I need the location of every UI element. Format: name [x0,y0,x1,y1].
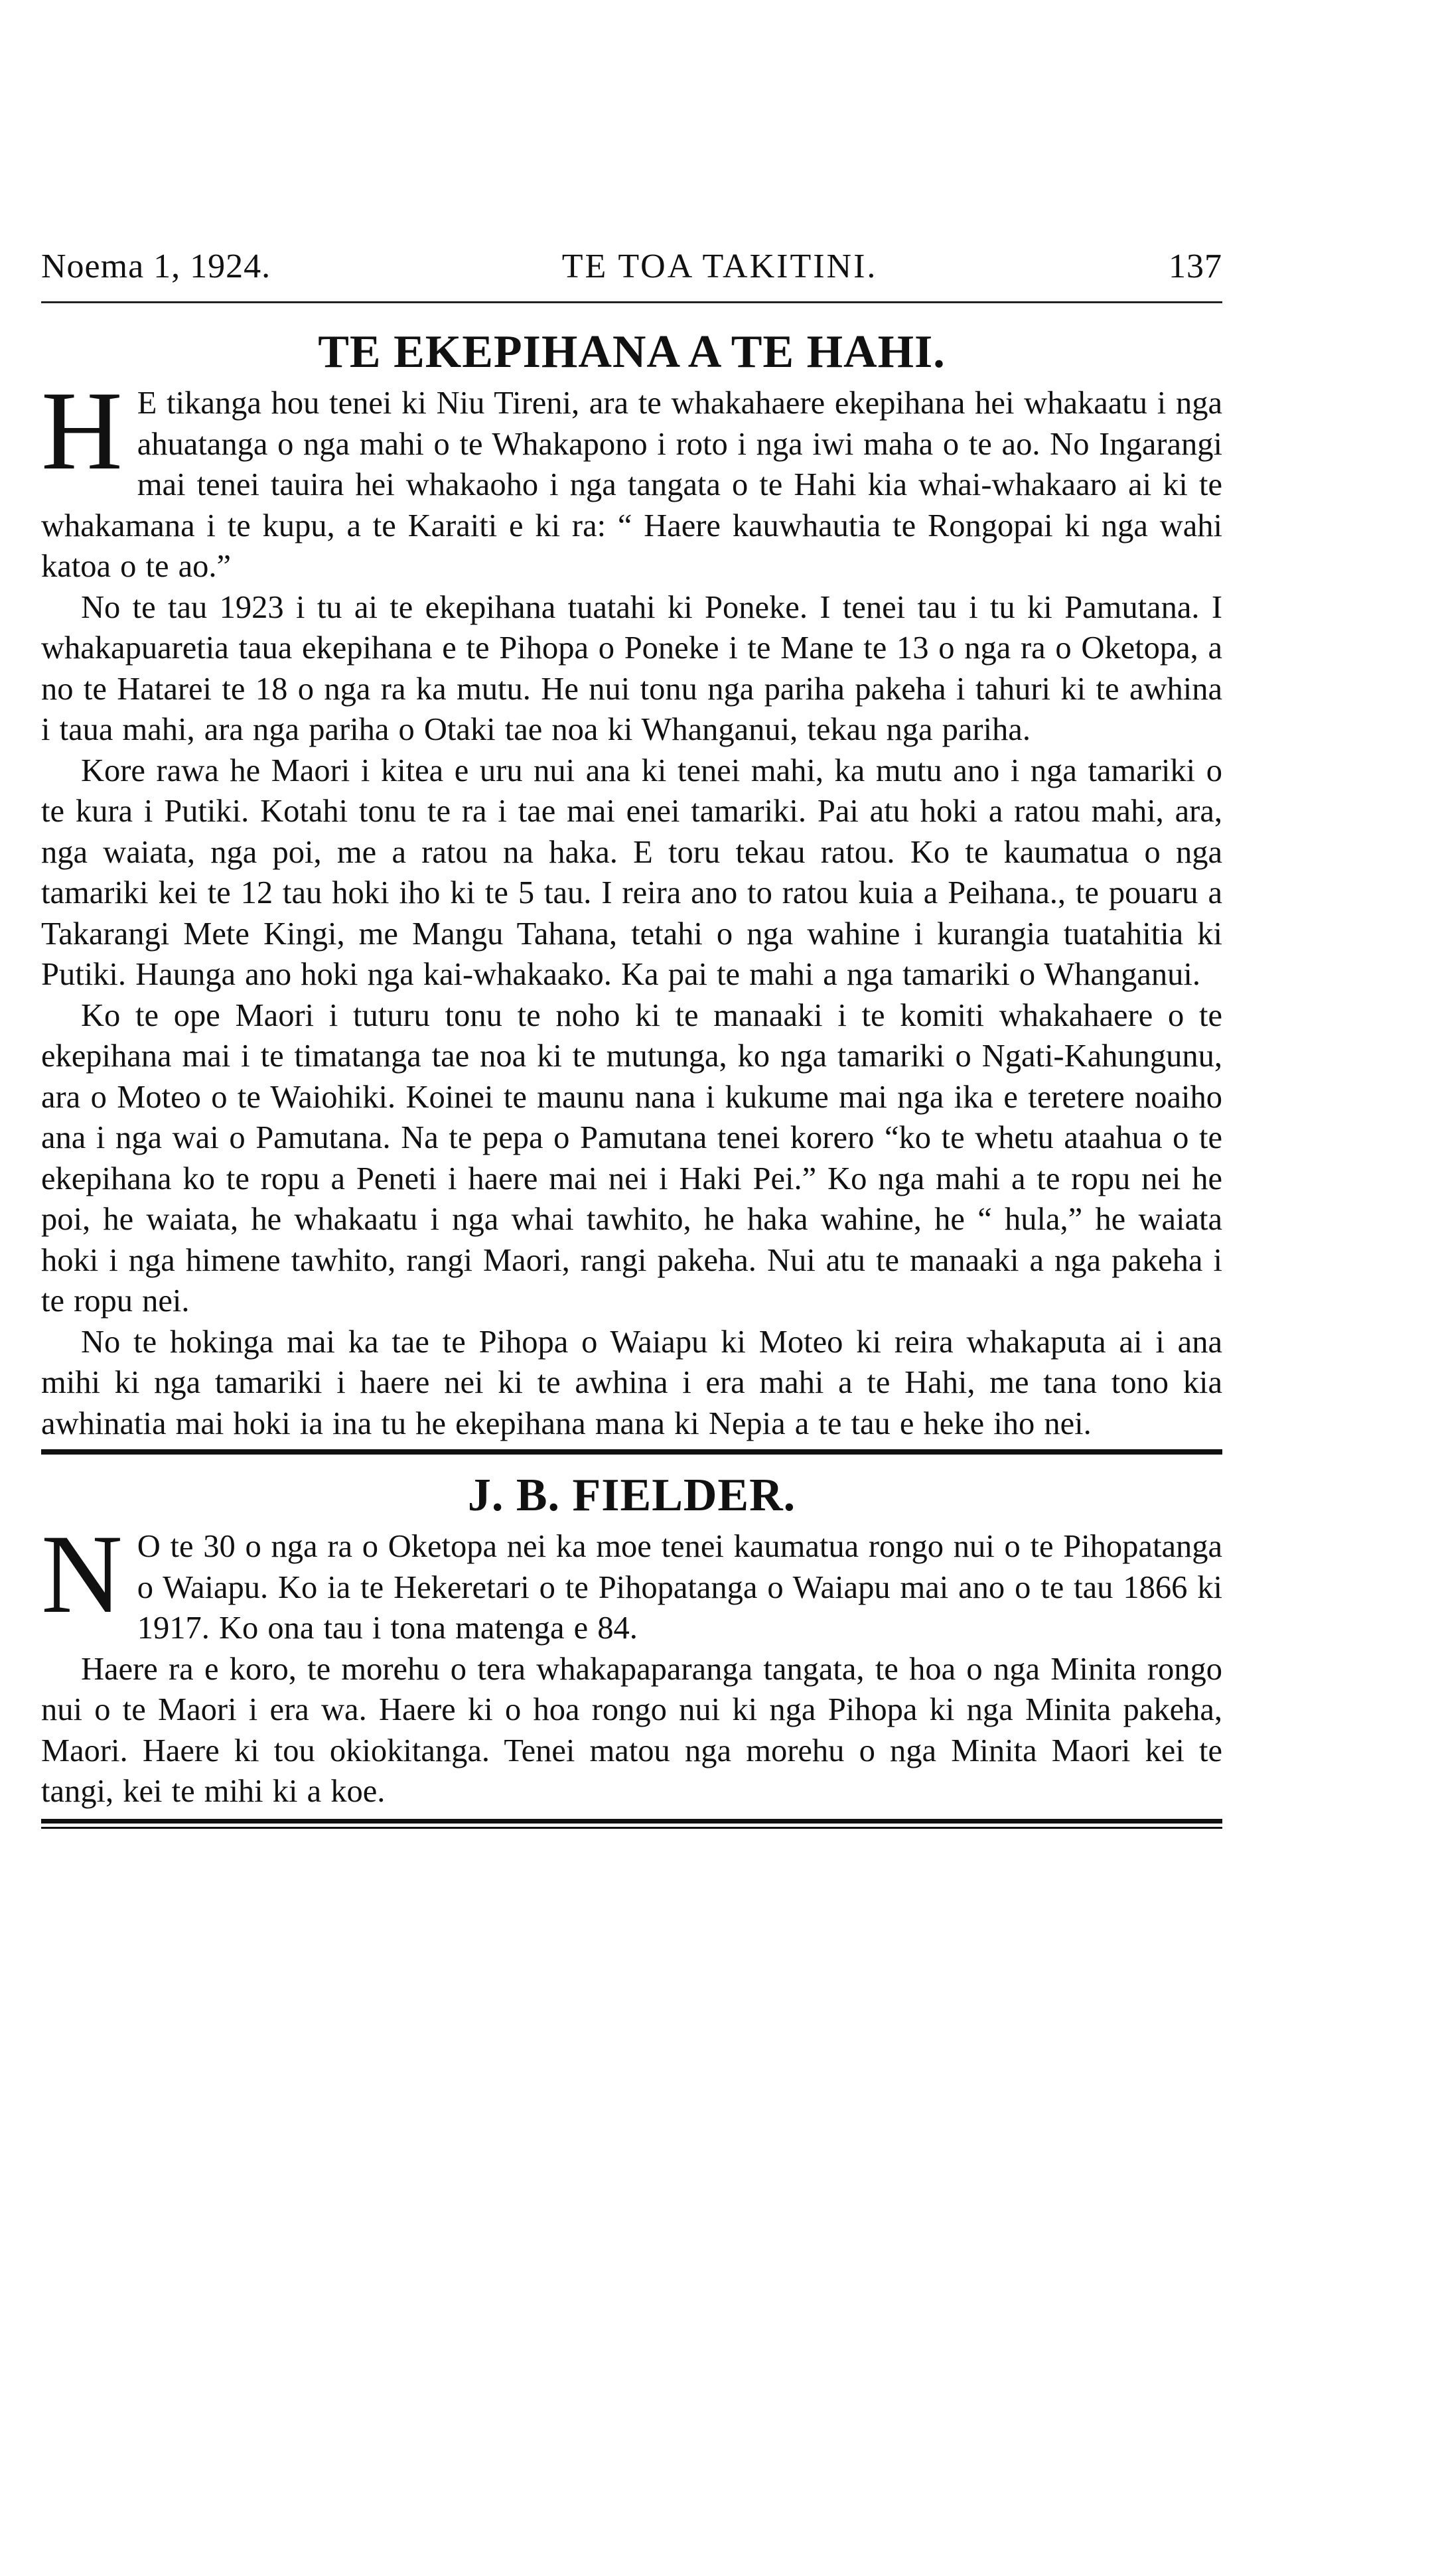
running-head [41,247,1222,287]
footer-rule [41,1819,1222,1829]
article-paragraph: Kore rawa he Maori i kitea e uru nui ana ki tenei mahi, ka mutu ano i nga tamariki o te kura i Putiki. Kotahi tonu te ra i tae mai enei tamariki. Pai atu hoki a ratou mahi, ara, nga waiata, nga poi, me a ratou na haka. E toru tekau ratou. Ko te kaumatua o nga tamariki kei te 12 tau hoki iho ki te 5 tau. I reira ano to ratou kuia a Peihana., te pouaru a Takarangi Mete Kingi, me Mangu Tahana, tetahi o nga wahine i kurangia tuatahitia ki Putiki. Haunga ano hoki nga kai-whakaako. Ka pai te mahi a nga tamariki o Whanganui. [41,752,1222,992]
article-paragraph: No te hokinga mai ka tae te Pihopa o Waiapu ki Moteo ki reira whakaputa ai i ana mihi ki nga tamariki i haere nei ki te awhina i era mahi a te Hahi, me tana tono kia awhinatia mai hoki ia ina tu he ekepihana mana ki Nepia a te tau e heke iho nei. [41,1324,1222,1441]
article-paragraph [41,1512,1222,1649]
article-paragraph: Haere ra e koro, te morehu o tera whakapaparanga tangata, te hoa o nga Minita rongo nui o te Maori i era wa. Haere ki o hoa rongo nui ki nga Pihopa ki nga Minita pakeha, Maori. Haere ki tou okiokitanga. Tenei matou nga morehu o nga Minita Maori kei te tangi, kei te mihi ki a koe. [41,1651,1222,1809]
drop-cap: N [41,1512,123,1636]
header-rule [41,301,1222,303]
article-title: TE EKEPIHANA A TE HAHI. [318,326,946,378]
article-paragraph [41,368,1222,587]
drop-cap: H [41,368,123,493]
article-paragraph: Ko te ope Maori i tuturu tonu te noho ki te manaaki i te komiti whakahaere o te ekepihana mai i te timatanga tae noa ki te mutunga, ko nga tamariki o Ngati-Kahungunu, ara o Moteo o te Waiohiki. Koinei te maunu nana i kukume mai nga ika e teretere noaiho ana i nga wai o Pamutana. Na te pepa o Pamutana tenei korero “ko te whetu ataahua o te ekepihana ko te ropu a Peneti i haere mai nei i Haki Pei.” Ko nga mahi a te ropu nei he poi, he waiata, he whakaatu i nga whai tawhito, he haka wahine, he “ hula,” he waiata hoki i nga himene tawhito, rangi Maori, rangi pakeha. Nui atu te manaaki a nga pakeha i te ropu nei. [41,997,1222,1319]
publication-title: TE TOA TAKITINI. [561,248,878,285]
issue-date: Noema 1, 1924. [41,248,271,285]
article-paragraph: No te tau 1923 i tu ai te ekepihana tuatahi ki Poneke. I tenei tau i tu ki Pamutana. I whakapuaretia taua ekepihana e te Pihopa o Poneke i te Mane te 13 o nga ra o Oketopa, a no te Hatarei te 18 o nga ra ka mutu. He nui tonu nga pariha pakeha i tahuri ki te awhina i taua mahi, ara nga pariha o Otaki tae noa ki Whanganui, tekau nga pariha. [41,589,1222,747]
obituary-body [41,1512,1222,1812]
section-divider [41,1449,1222,1455]
paragraph-text: O te 30 o nga ra o Oketopa nei ka moe tenei kaumatua rongo nui o te Pihopatanga o Waiapu. Ko ia te Hekeretari o te Pihopatanga o Waiapu mai ano o te tau 1866 ki 1917. Ko ona tau i tona matenga e 84. [137,1529,1222,1646]
magazine-page [41,247,1222,1829]
article-body [41,368,1222,1444]
paragraph-text: E tikanga hou tenei ki Niu Tireni, ara te whakahaere ekepihana hei whakaatu i nga ahuatanga o nga mahi o te Whakapono i roto i nga iwi maha o te ao. No Ingarangi mai tenei tauira hei whakaoho i nga tangata o te Hahi kia whai-whakaaro ai ki te whakamana i te kupu, a te Karaiti e ki ra: “ Haere kauwhautia te Rongopai ki nga wahi katoa o te ao.” [41,386,1222,584]
obituary-title: J. B. FIELDER. [467,1470,796,1521]
page-number: 137 [1168,248,1222,285]
